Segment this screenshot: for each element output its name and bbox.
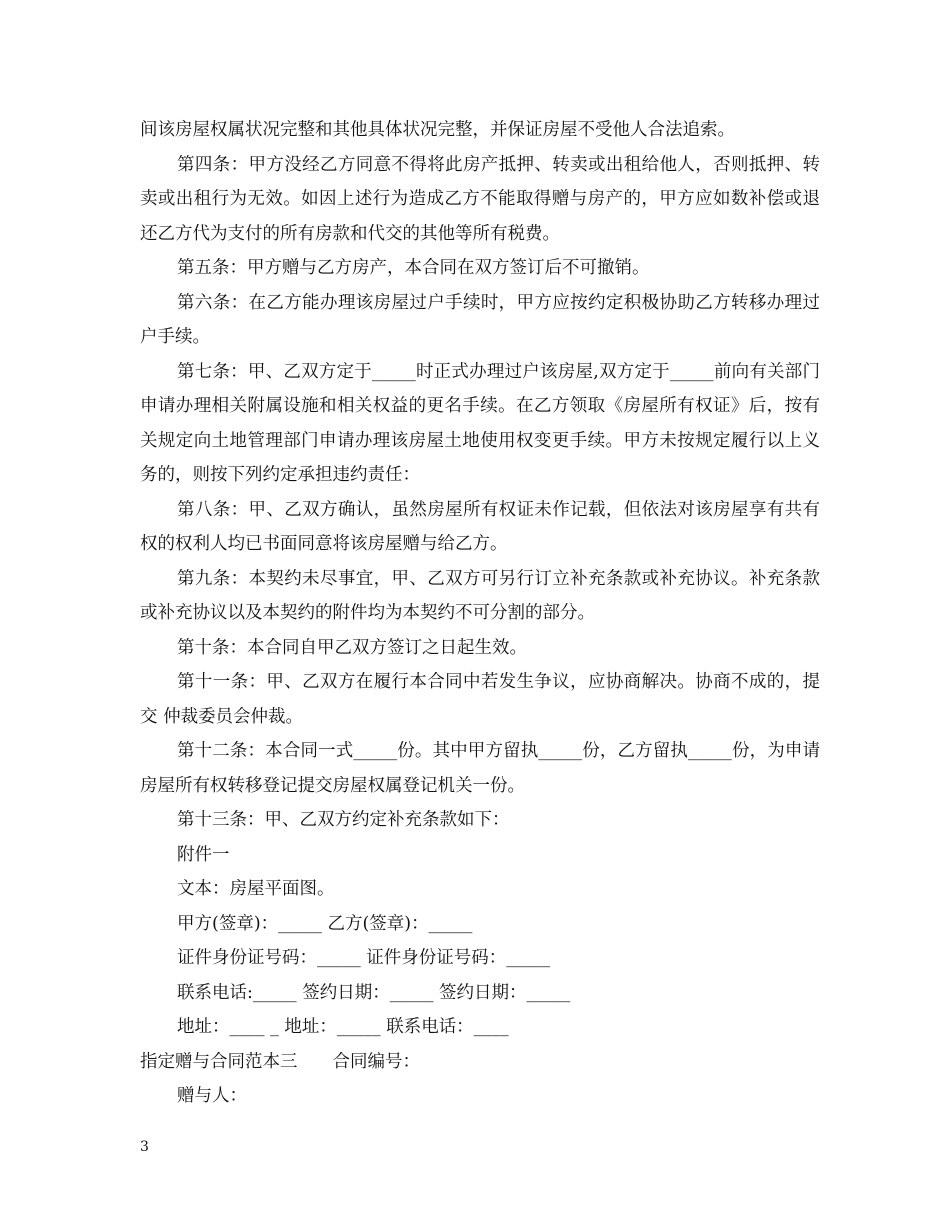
clause-7: 第七条：甲、乙双方定于_____时正式办理过户该房屋,双方定于_____前向有关部门申请办理相关附属设施和相关权益的更名手续。在乙方领取《房屋所有权证》后，按有关规定向土地管理部门申请办理该房屋土地使用权变更手续。甲方未按规定履行以上义务的，则按下列约定承担违约责任： — [140, 361, 820, 485]
clause-12: 第十二条：本合同一式_____份。其中甲方留执_____份，乙方留执_____份，为申请房屋所有权转移登记提交房屋权属登记机关一份。 — [140, 741, 820, 796]
clause-11: 第十一条：甲、乙双方在履行本合同中若发生争议，应协商解决。协商不成的，提交 仲裁委员会仲裁。 — [140, 672, 820, 727]
id-number-line: 证件身份证号码：_____ 证件身份证号码：_____ — [177, 948, 551, 968]
address-line: 地址：____ _ 地址：_____ 联系电话：____ — [177, 1017, 509, 1037]
paragraph-continuation: 间该房屋权属状况完整和其他具体状况完整，并保证房屋不受他人合法追索。 — [140, 120, 735, 140]
clause-10: 第十条：本合同自甲乙双方签订之日起生效。 — [177, 637, 527, 658]
attachment-heading: 附件一 — [177, 844, 230, 865]
clause-6: 第六条：在乙方能办理该房屋过户手续时，甲方应按约定积极协助乙方转移办理过户手续。 — [140, 292, 820, 347]
signature-line: 甲方(签章)：_____ 乙方(签章)：_____ — [177, 913, 473, 934]
clause-8: 第八条：甲、乙双方确认，虽然房屋所有权证未作记载，但依法对该房屋享有共有权的权利人均已书面同意将该房屋赠与给乙方。 — [140, 499, 820, 554]
clause-9: 第九条：本契约未尽事宜，甲、乙双方可另行订立补充条款或补充协议。补充条款或补充协议以及本契约的附件均为本契约不可分割的部分。 — [140, 568, 820, 623]
donor-line: 赠与人： — [177, 1086, 247, 1106]
attachment-text: 文本：房屋平面图。 — [177, 879, 335, 899]
clause-13: 第十三条：甲、乙双方约定补充条款如下： — [177, 810, 510, 830]
page-number: 3 — [140, 1139, 149, 1155]
template-title-line: 指定赠与合同范本三 合同编号： — [140, 1051, 420, 1072]
document-body — [140, 113, 820, 1114]
clause-4: 第四条：甲方没经乙方同意不得将此房产抵押、转卖或出租给他人，否则抵押、转卖或出租行为无效。如因上述行为造成乙方不能取得赠与房产的，甲方应如数补偿或退还乙方代为支付的所有房款和代交的其他等所有税费。 — [140, 154, 820, 244]
phone-date-line: 联系电话:_____ 签约日期：_____ 签约日期：_____ — [177, 982, 571, 1003]
clause-5: 第五条：甲方赠与乙方房产，本合同在双方签订后不可撤销。 — [177, 258, 650, 278]
